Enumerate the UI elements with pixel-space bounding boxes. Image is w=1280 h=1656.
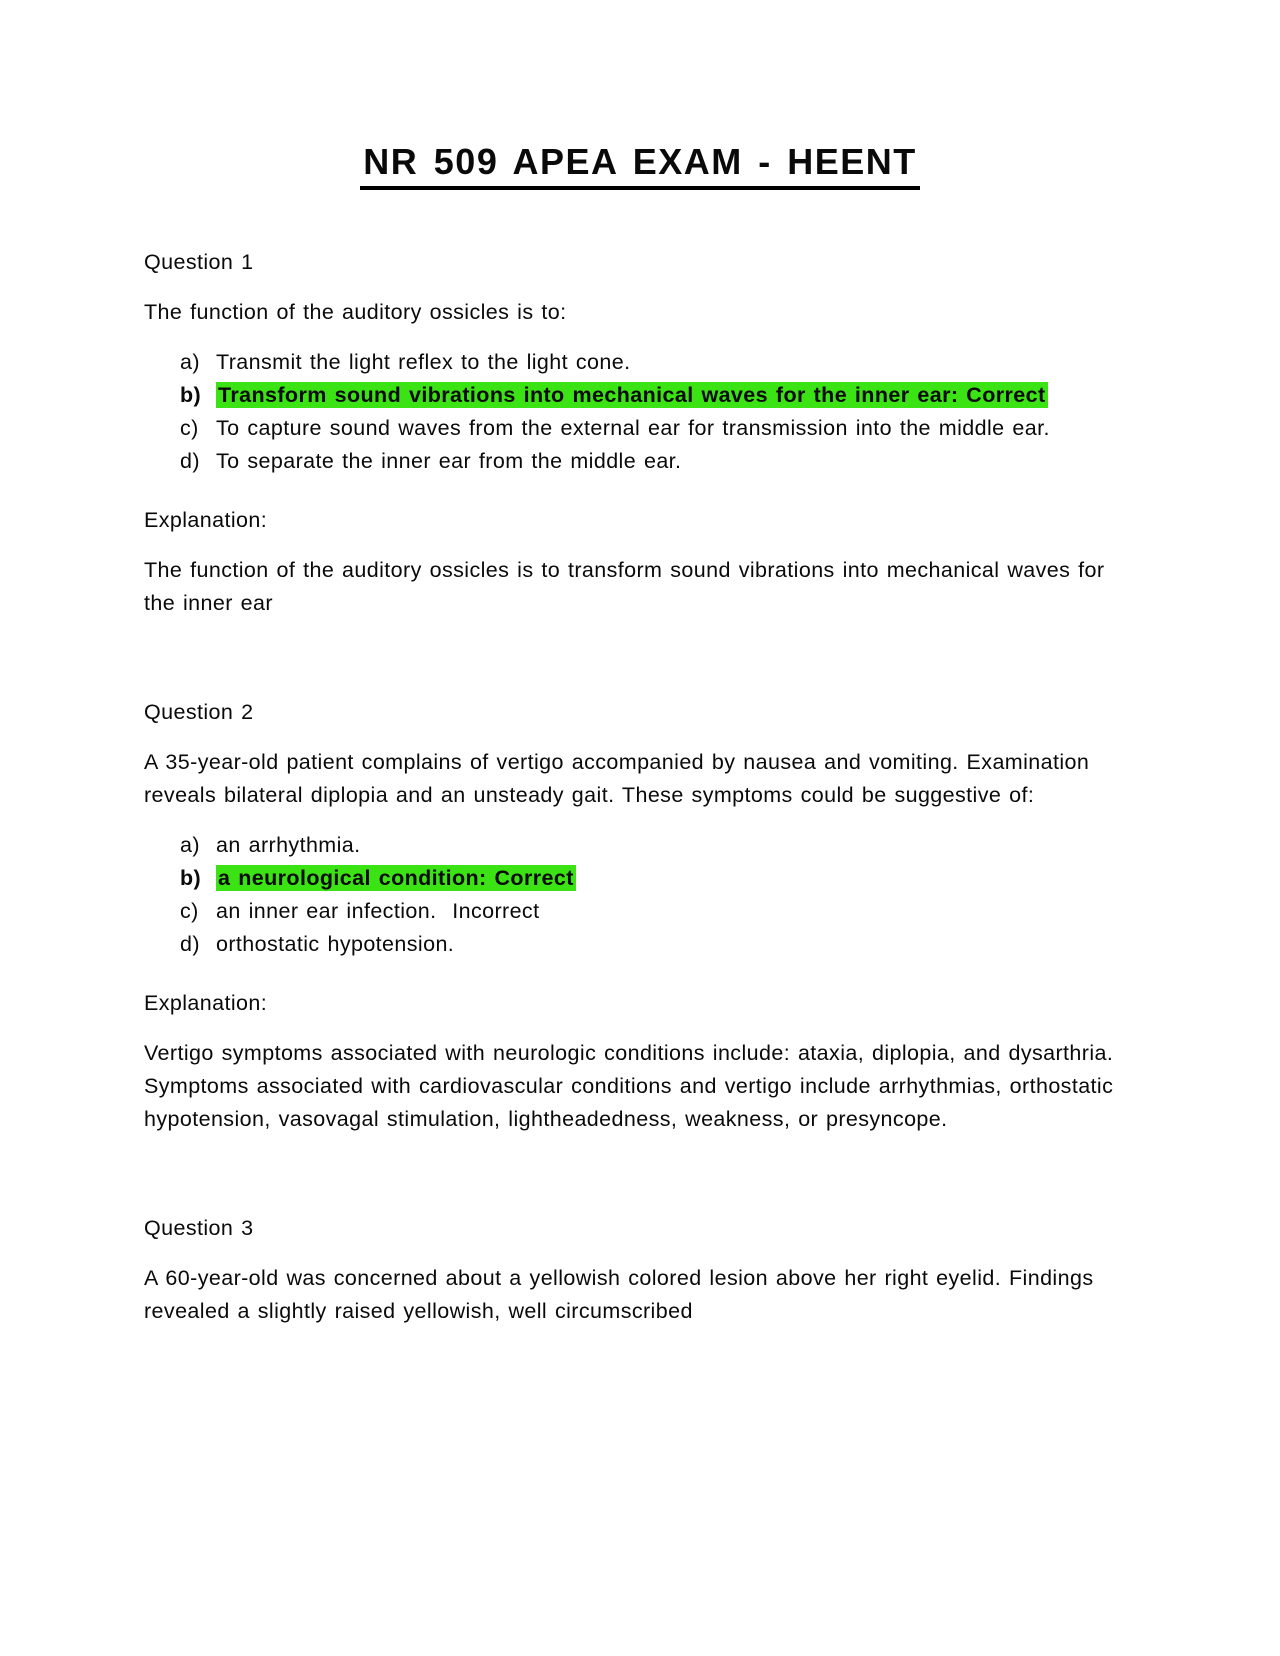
question-3-section [144,1212,1136,1328]
question-1-label: Question 1 [144,250,254,274]
document-title-text: NR 509 APEA EXAM - HEENT [360,140,919,190]
option-text: Transmit the light reflex to the light cone. [216,350,631,374]
question-1-explanation-text: The function of the auditory ossicles is to transform sound vibrations into mechanical waves for the inner ear [144,558,1113,615]
question-3-label: Question 3 [144,1216,254,1240]
question-1-explanation-label: Explanation: [144,508,268,532]
option-letter: d) [180,449,200,473]
question-2-section [144,696,1136,1136]
question-1-option-a [180,346,1136,379]
document-title [144,140,1136,190]
question-2-options [180,829,1136,961]
question-1-option-c [180,412,1136,445]
option-letter: d) [180,932,200,956]
option-text [216,862,1136,895]
question-2-option-d [180,928,1136,961]
question-1-stem: The function of the auditory ossicles is to: [144,300,567,324]
option-letter: a) [180,833,200,857]
option-text: an inner ear infection. Incorrect [216,899,540,923]
option-letter: c) [180,416,199,440]
question-2-stem: A 35-year-old patient complains of vertigo accompanied by nausea and vomiting. Examination reveals bilateral diplopia and an unsteady gait. These symptoms could be suggestive of: [144,750,1098,807]
question-2-option-c [180,895,1136,928]
option-text: an arrhythmia. [216,833,361,857]
question-2-explanation-text: Vertigo symptoms associated with neurologic conditions include: ataxia, diplopia, and dysarthria. Symptoms associated with cardiovascular conditions and vertigo include arrhythmias, orthostatic hypotension, vasovagal stimulation, lightheadedness, weakness, or presyncope. [144,1041,1122,1131]
option-letter: b) [180,866,202,890]
question-1-options [180,346,1136,478]
option-text [216,379,1136,412]
option-letter: c) [180,899,199,923]
question-2-explanation-label: Explanation: [144,991,268,1015]
correct-answer-highlight: Transform sound vibrations into mechanical waves for the inner ear: Correct [218,383,1046,407]
option-text: To capture sound waves from the external ear for transmission into the middle ear. [216,416,1050,440]
question-2-option-b-correct [180,862,1136,895]
option-text: orthostatic hypotension. [216,932,455,956]
option-letter: b) [180,383,202,407]
option-text: To separate the inner ear from the middle ear. [216,449,682,473]
question-1-option-b-correct [180,379,1136,412]
question-1-section [144,246,1136,620]
correct-answer-highlight: a neurological condition: Correct [218,866,574,890]
question-2-label: Question 2 [144,700,254,724]
question-1-option-d [180,445,1136,478]
option-letter: a) [180,350,200,374]
question-2-option-a [180,829,1136,862]
question-3-stem: A 60-year-old was concerned about a yellowish colored lesion above her right eyelid. Findings revealed a slightly raised yellowish, well circumscribed [144,1266,1102,1323]
